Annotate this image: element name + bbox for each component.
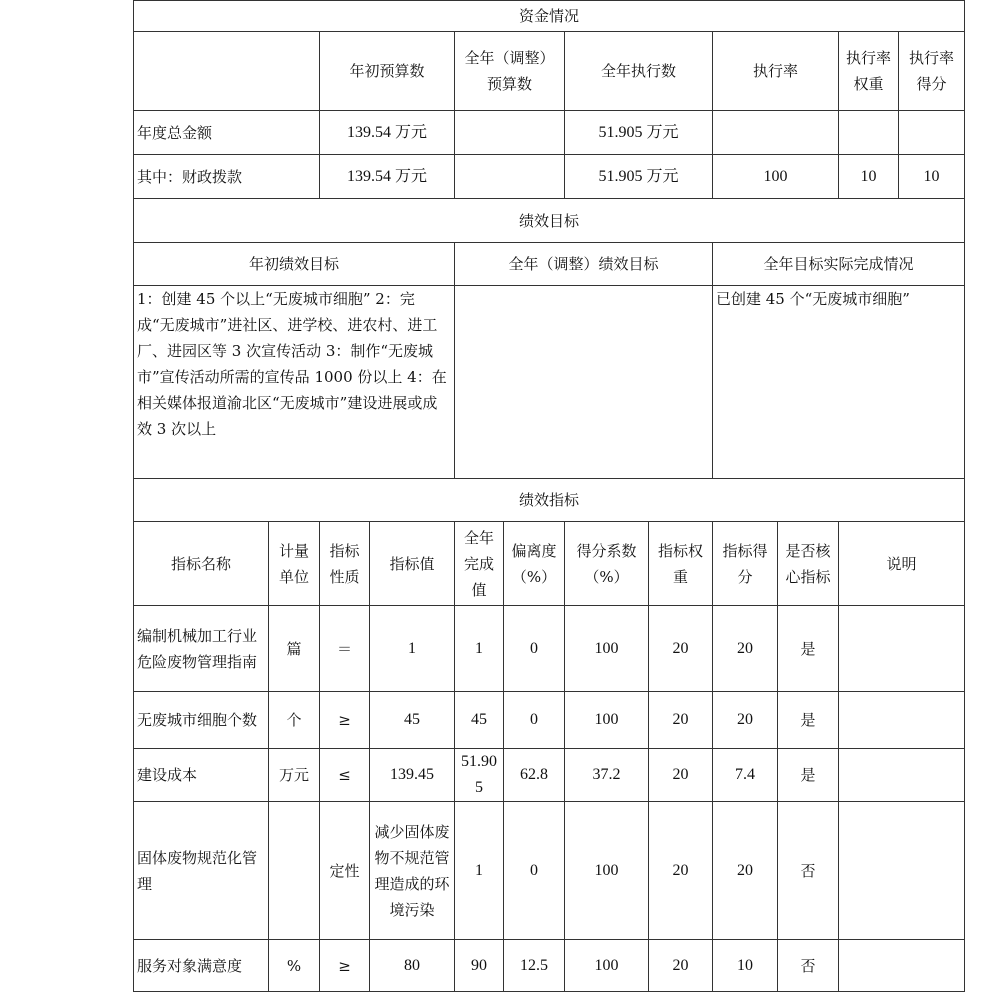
indicator-cell: 减少固体废物不规范管理造成的环境污染 bbox=[370, 802, 455, 940]
indicator-cell: 139.45 bbox=[370, 749, 455, 802]
indicator-cell: 固体废物规范化管理 bbox=[134, 802, 269, 940]
indicator-cell: 是 bbox=[778, 606, 839, 692]
indicator-cell: 个 bbox=[269, 692, 320, 749]
indicators-header-row bbox=[134, 522, 965, 606]
funds-header: 年初预算数 bbox=[320, 32, 455, 111]
indicator-cell: 是 bbox=[778, 692, 839, 749]
indicator-cell: 服务对象满意度 bbox=[134, 940, 269, 992]
indicator-cell: 100 bbox=[565, 802, 649, 940]
funds-header: 执行率 bbox=[713, 32, 839, 111]
funds-row bbox=[134, 111, 965, 155]
indicator-cell: 100 bbox=[565, 940, 649, 992]
indicator-cell: 80 bbox=[370, 940, 455, 992]
indicator-cell: 20 bbox=[649, 692, 713, 749]
indicator-cell: 100 bbox=[565, 606, 649, 692]
indicator-cell: ≥ bbox=[320, 692, 370, 749]
indicator-cell: 45 bbox=[370, 692, 455, 749]
indicator-cell: 10 bbox=[713, 940, 778, 992]
funds-cell bbox=[839, 111, 899, 155]
indicator-cell: 20 bbox=[713, 692, 778, 749]
funds-cell: 139.54 万元 bbox=[320, 111, 455, 155]
funds-cell bbox=[899, 111, 965, 155]
indicator-row bbox=[134, 749, 965, 802]
indicator-cell: 45 bbox=[455, 692, 504, 749]
indicator-header: 指标权重 bbox=[649, 522, 713, 606]
indicator-cell bbox=[839, 802, 965, 940]
adjusted-goal bbox=[455, 286, 713, 479]
actual-completion: 已创建 45 个“无废城市细胞” bbox=[713, 286, 965, 479]
indicator-cell: 编制机械加工行业危险废物管理指南 bbox=[134, 606, 269, 692]
indicator-cell: 0 bbox=[504, 802, 565, 940]
funds-cell: 51.905 万元 bbox=[565, 155, 713, 199]
funds-cell bbox=[455, 155, 565, 199]
indicator-cell: 1 bbox=[455, 606, 504, 692]
funds-section-title: 资金情况 bbox=[134, 1, 965, 32]
indicators-section-title: 绩效指标 bbox=[134, 479, 965, 522]
indicator-cell: 无废城市细胞个数 bbox=[134, 692, 269, 749]
indicator-cell: ≤ bbox=[320, 749, 370, 802]
indicator-cell: 否 bbox=[778, 940, 839, 992]
indicator-header: 指标得分 bbox=[713, 522, 778, 606]
funds-cell bbox=[455, 111, 565, 155]
indicator-cell: 0 bbox=[504, 606, 565, 692]
goals-header: 全年（调整）绩效目标 bbox=[455, 243, 713, 286]
indicator-cell: 12.5 bbox=[504, 940, 565, 992]
indicator-cell: ＝ bbox=[320, 606, 370, 692]
indicator-cell bbox=[839, 606, 965, 692]
goals-header: 全年目标实际完成情况 bbox=[713, 243, 965, 286]
indicator-header: 是否核心指标 bbox=[778, 522, 839, 606]
indicator-header: 指标值 bbox=[370, 522, 455, 606]
indicator-row bbox=[134, 606, 965, 692]
indicator-cell: 100 bbox=[565, 692, 649, 749]
funds-cell: 10 bbox=[839, 155, 899, 199]
indicator-cell: 1 bbox=[455, 802, 504, 940]
funds-header: 全年执行数 bbox=[565, 32, 713, 111]
indicator-cell: 否 bbox=[778, 802, 839, 940]
indicator-header: 说明 bbox=[839, 522, 965, 606]
indicator-header: 计量单位 bbox=[269, 522, 320, 606]
funds-cell: 51.905 万元 bbox=[565, 111, 713, 155]
indicator-cell: 51.905 bbox=[455, 749, 504, 802]
funds-cell: 139.54 万元 bbox=[320, 155, 455, 199]
indicator-row bbox=[134, 692, 965, 749]
indicator-cell: 1 bbox=[370, 606, 455, 692]
funds-header: 执行率权重 bbox=[839, 32, 899, 111]
performance-table bbox=[133, 0, 965, 992]
goals-header: 年初绩效目标 bbox=[134, 243, 455, 286]
initial-goal: 1：创建 45 个以上“无废城市细胞” 2：完成“无废城市”进社区、进学校、进农村、进工厂、进园区等 3 次宣传活动 3：制作“无废城市”宣传活动所需的宣传品 1000 份以上 4：在相关媒体报道渝北区“无废城市”建设进展或成效 3 次以上 bbox=[134, 286, 455, 479]
indicator-header: 得分系数（%） bbox=[565, 522, 649, 606]
indicator-header: 全年完成值 bbox=[455, 522, 504, 606]
indicator-cell: 万元 bbox=[269, 749, 320, 802]
indicator-row bbox=[134, 802, 965, 940]
indicator-cell: 建设成本 bbox=[134, 749, 269, 802]
indicator-cell: 20 bbox=[649, 606, 713, 692]
funds-header-row bbox=[134, 32, 965, 111]
goals-section-title: 绩效目标 bbox=[134, 199, 965, 243]
indicator-cell: 是 bbox=[778, 749, 839, 802]
funds-cell: 其中：财政拨款 bbox=[134, 155, 320, 199]
indicator-cell: 7.4 bbox=[713, 749, 778, 802]
indicator-cell: 20 bbox=[649, 802, 713, 940]
indicator-cell bbox=[839, 749, 965, 802]
indicator-cell: % bbox=[269, 940, 320, 992]
funds-cell: 100 bbox=[713, 155, 839, 199]
indicator-cell: 20 bbox=[649, 940, 713, 992]
funds-cell: 年度总金额 bbox=[134, 111, 320, 155]
indicator-cell: 20 bbox=[713, 606, 778, 692]
indicator-header: 指标名称 bbox=[134, 522, 269, 606]
indicator-cell: 37.2 bbox=[565, 749, 649, 802]
funds-row bbox=[134, 155, 965, 199]
indicator-cell: 62.8 bbox=[504, 749, 565, 802]
indicator-header: 指标性质 bbox=[320, 522, 370, 606]
funds-cell bbox=[713, 111, 839, 155]
indicator-cell: 定性 bbox=[320, 802, 370, 940]
indicator-cell: 20 bbox=[649, 749, 713, 802]
indicator-cell bbox=[269, 802, 320, 940]
funds-header: 执行率得分 bbox=[899, 32, 965, 111]
indicator-cell: ≥ bbox=[320, 940, 370, 992]
funds-cell: 10 bbox=[899, 155, 965, 199]
goals-header-row bbox=[134, 243, 965, 286]
indicator-header: 偏离度（%） bbox=[504, 522, 565, 606]
indicator-cell: 90 bbox=[455, 940, 504, 992]
indicator-cell: 篇 bbox=[269, 606, 320, 692]
indicator-cell: 20 bbox=[713, 802, 778, 940]
indicator-cell bbox=[839, 692, 965, 749]
goals-row bbox=[134, 286, 965, 479]
indicator-cell: 0 bbox=[504, 692, 565, 749]
funds-header: 全年（调整）预算数 bbox=[455, 32, 565, 111]
funds-header bbox=[134, 32, 320, 111]
